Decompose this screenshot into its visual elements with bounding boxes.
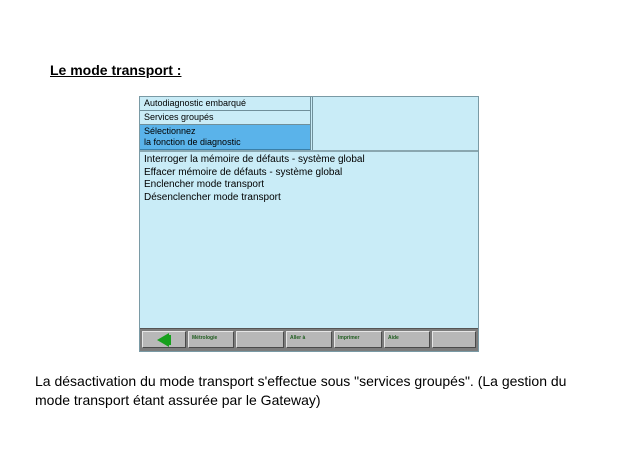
toolbar-slot-empty-1 — [236, 331, 284, 348]
back-arrow-icon — [157, 333, 169, 347]
breadcrumb-current-step — [140, 125, 311, 151]
diagnostic-screen — [139, 96, 479, 352]
current-step-line2: la fonction de diagnostic — [144, 137, 241, 147]
list-item-interroger-memoire[interactable]: Interroger la mémoire de défauts - système global — [144, 154, 365, 165]
aller-a-button[interactable]: Aller à — [286, 331, 332, 348]
list-item-desenclencher-transport[interactable]: Désenclencher mode transport — [144, 191, 281, 203]
breadcrumb-services-groupes[interactable]: Services groupés — [140, 111, 311, 125]
metrologie-button[interactable]: Métrologie — [188, 331, 234, 348]
info-panel — [312, 97, 478, 150]
page-heading: Le mode transport : — [50, 62, 182, 78]
divider — [140, 150, 478, 152]
imprimer-button[interactable]: Imprimer — [334, 331, 382, 348]
current-step-line1: Sélectionnez — [144, 126, 196, 136]
breadcrumb — [140, 97, 311, 151]
list-item-enclencher-transport[interactable]: Enclencher mode transport — [144, 179, 265, 190]
breadcrumb-autodiagnostic[interactable]: Autodiagnostic embarqué — [140, 97, 311, 111]
list-item-effacer-memoire[interactable]: Effacer mémoire de défauts - système global — [144, 166, 343, 178]
back-arrow-stem — [169, 335, 171, 345]
function-list — [144, 154, 365, 204]
bottom-toolbar — [140, 328, 478, 351]
aide-button[interactable]: Aide — [384, 331, 430, 348]
explanation-text: La désactivation du mode transport s'effectue sous "services groupés". (La gestion du mode transport étant assurée par le Gateway) — [35, 373, 567, 408]
toolbar-slot-empty-2 — [432, 331, 476, 348]
back-button[interactable] — [142, 331, 186, 348]
